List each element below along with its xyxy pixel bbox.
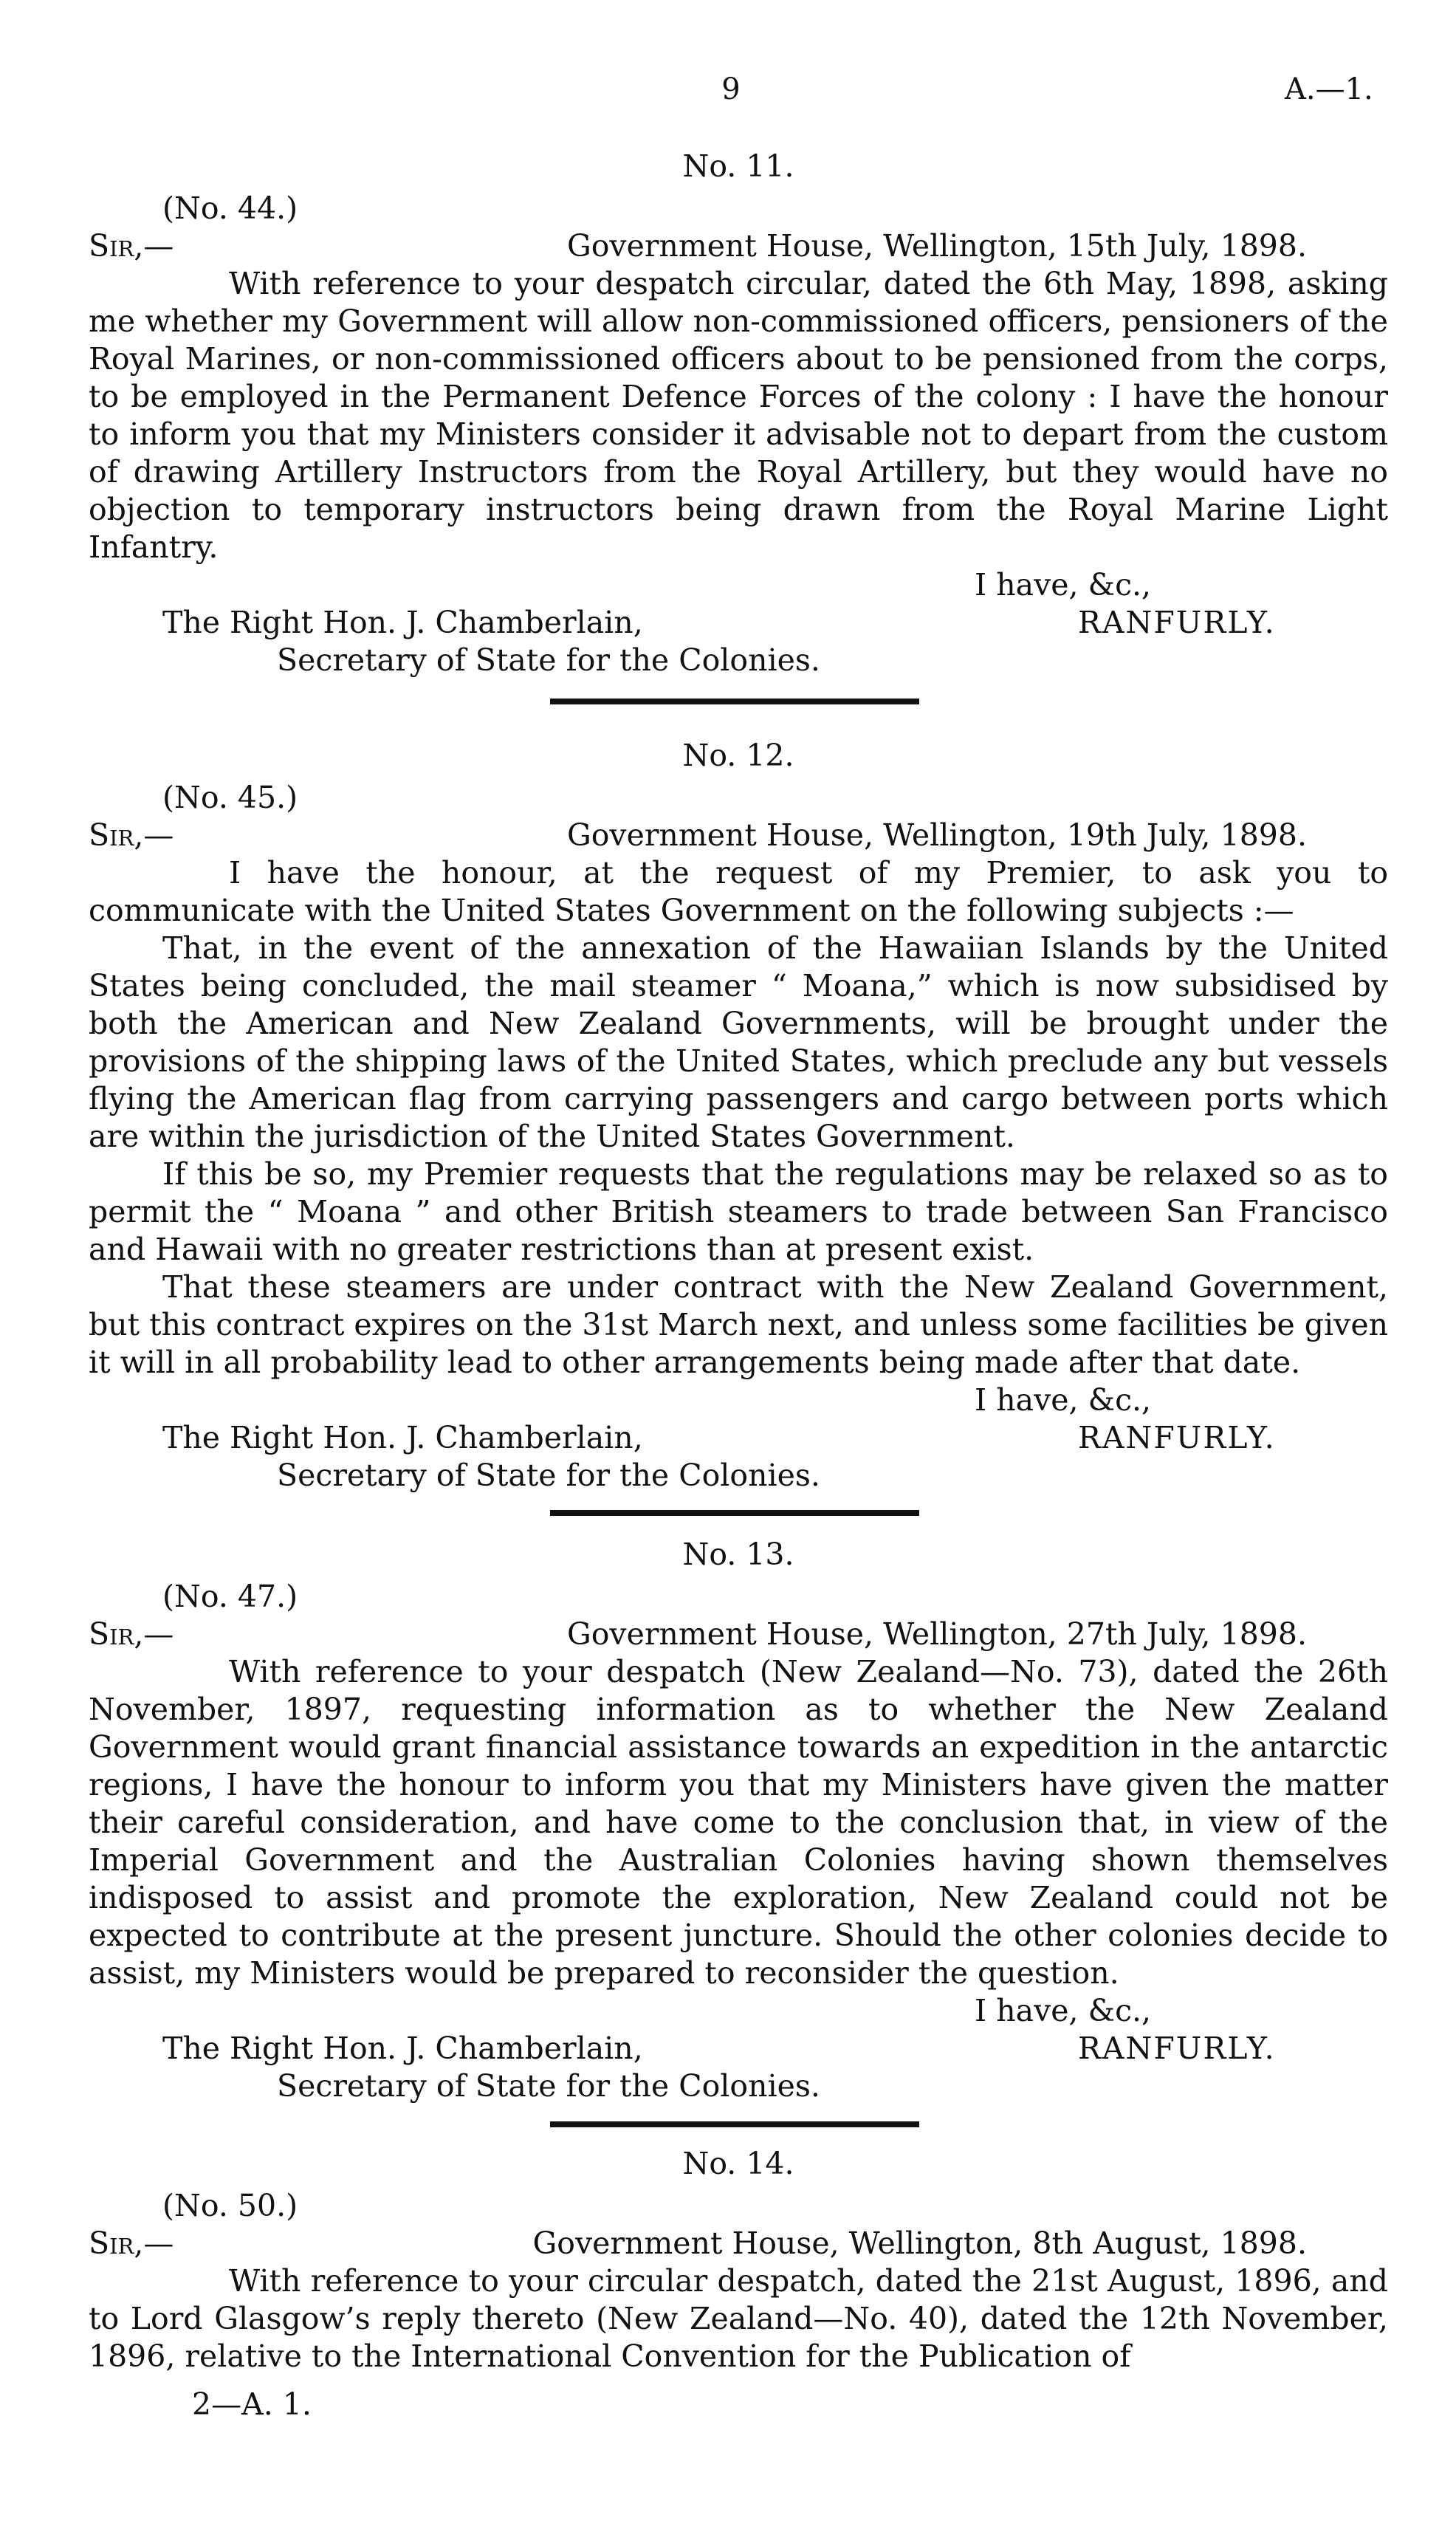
signer: RANFURLY. [1078,2031,1276,2066]
paragraph: With reference to your despatch circular, dated the 6th May, 1898, asking me whether my Government will allow non-commissioned officers, pensioners of the Royal Marines, or non-commissioned officers about to be pensioned from the corps, to be employed in the Permanent Defence Forces of the colony : I have the honour to inform you that my Ministers consider it advisable not to depart from the custom of drawing Artillery Instructors from the Royal Artillery, but they would have no objection to temporary instructors being drawn from the Royal Marine Light Infantry. [89,266,1388,565]
despatch-number: (No. 50.) [162,2188,298,2223]
letter-header [89,227,1388,265]
sender-address: Government House, Wellington, 27th July, 1898. [566,1616,1307,1652]
signer: RANFURLY. [1078,1420,1276,1455]
section-divider [550,2121,919,2127]
sender-address: Government House, Wellington, 19th July, 1898. [566,817,1307,853]
letter-body [89,854,1388,1382]
salutation: Sir,— [89,817,174,853]
page-reference: A.—1. [1285,72,1373,106]
paragraph: With reference to your circular despatch, dated the 21st August, 1896, and to Lord Glasgow’s reply thereto (New Zealand—No. 40), dated the 12th November, 1896, relative to the International Convention for the Publication of [89,2263,1388,2374]
recipient-title: Secretary of State for the Colonies. [277,642,820,678]
salutation: Sir,— [89,2226,174,2261]
recipient: The Right Hon. J. Chamberlain, [162,2031,643,2066]
letter-number: No. 11. [682,148,794,184]
closing: I have, &c., [975,1993,1152,2028]
recipient-title: Secretary of State for the Colonies. [277,1458,820,1493]
paragraph: With reference to your despatch (New Zealand—No. 73), dated the 26th November, 1897, requesting information as to whether the New Zealand Government would grant financial assistance towards an expedition in the antarctic regions, I have the honour to inform you that my Ministers have given the matter their careful consideration, and have come to the conclusion that, in view of the Imperial Government and the Australian Colonies having shown themselves indisposed to assist and promote the exploration, New Zealand could not be expected to contribute at the present juncture. Should the other colonies decide to assist, my Ministers would be prepared to reconsider the question. [89,1654,1388,1991]
recipient: The Right Hon. J. Chamberlain, [162,1420,643,1455]
letter-number: No. 14. [682,2146,794,2181]
paragraph: I have the honour, at the request of my Premier, to ask you to communicate with the United States Government on the following subjects :— [89,855,1388,928]
recipient: The Right Hon. J. Chamberlain, [162,605,643,640]
closing-line [89,1992,1388,2030]
letter-number: No. 12. [682,738,794,773]
letter-header [89,2225,1388,2262]
recipient-block [89,604,1388,679]
sender-address: Government House, Wellington, 15th July, 1898. [566,228,1307,264]
letter-body [89,265,1388,566]
recipient-block [89,2030,1388,2105]
letter-header [89,1616,1388,1653]
closing-line [89,566,1388,604]
letter-11 [89,148,1388,679]
closing: I have, &c., [975,1382,1152,1418]
letter-number: No. 13. [682,1537,794,1572]
section-divider [550,699,919,704]
closing-line [89,1382,1388,1419]
despatch-number: (No. 47.) [162,1579,298,1614]
letter-12 [89,737,1388,1495]
page-number: 9 [721,72,741,106]
signer: RANFURLY. [1078,605,1276,640]
recipient-block [89,1419,1388,1495]
salutation: Sir,— [89,228,174,264]
closing: I have, &c., [975,567,1152,603]
letter-body [89,1653,1388,1992]
despatch-number: (No. 44.) [162,191,298,226]
section-divider [550,1510,919,1516]
letter-13 [89,1536,1388,2105]
recipient-title: Secretary of State for the Colonies. [277,2068,820,2104]
letter-14 [89,2145,1388,2375]
letter-header [89,817,1388,854]
salutation: Sir,— [89,1616,174,1652]
signature-mark: 2—A. 1. [192,2386,312,2422]
letter-body [89,2262,1388,2375]
despatch-number: (No. 45.) [162,780,298,815]
paragraph: If this be so, my Premier requests that the regulations may be relaxed so as to permit the “ Moana ” and other British steamers to trade between San Francisco and Hawaii with no greater restrictions than at present exist. [89,1156,1388,1267]
sender-address: Government House, Wellington, 8th August, 1898. [532,2226,1307,2261]
paragraph: That these steamers are under contract with the New Zealand Government, but this contract expires on the 31st March next, and unless some facilities be given it will in all probability lead to other arrangements being made after that date. [89,1269,1388,1380]
paragraph: That, in the event of the annexation of the Hawaiian Islands by the United States being concluded, the mail steamer “ Moana,” which is now subsidised by both the American and New Zealand Governments, will be brought under the provisions of the shipping laws of the United States, which preclude any but vessels flying the American flag from carrying passengers and cargo between ports which are within the jurisdiction of the United States Government. [89,930,1388,1154]
